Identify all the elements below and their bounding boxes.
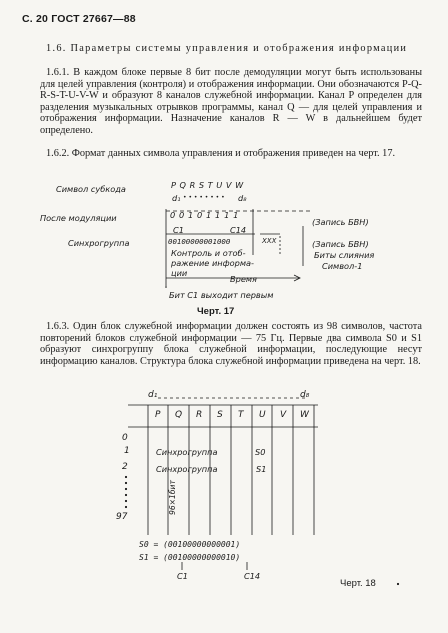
row-97: 97 <box>116 512 128 522</box>
dots: • • • • • • • • <box>183 194 225 201</box>
time-label: Время <box>230 274 257 284</box>
col-p: P <box>155 410 161 420</box>
sync-row-2: Синхрогруппа <box>156 464 218 474</box>
bits-after-mod: 0 0 1 0 1 1 1 1 <box>170 210 239 220</box>
col-v: V <box>280 410 287 420</box>
s0-label: S0 <box>255 447 266 457</box>
xxx-label: XXX <box>262 237 277 245</box>
d1-label: d₁ <box>172 193 181 203</box>
paragraph-1-6-1: 1.6.1. В каждом блоке первые 8 бит после демодуляции могут быть использованы для целей управления (контроля) и отображения информации. Они обозначаются P-Q-R-S-T-U-V-W и образуют 8 каналов служебной информации. Канал P определен для разделения музыкальных отрывков программы, канал Q — для целей управления и отображения информации. Назначение каналов R — W в дальнейшем будет определено. <box>40 67 422 136</box>
col-t: T <box>238 410 244 420</box>
label-sync: Синхрогруппа <box>68 238 130 248</box>
col-q: Q <box>175 410 183 420</box>
row-0: 0 <box>122 433 128 443</box>
c1-label-18: C1 <box>177 571 188 581</box>
paragraph-1-6-3: 1.6.3. Один блок служебной информации должен состоять из 98 символов, частота повторений блоков служебной информации — 75 Гц. Первые два символа S0 и S1 образуют синхрогруппу блока служебной информации, последующие несут информацию каналов. Структура блока служебной информации приведена на черт. 18. <box>40 321 422 367</box>
figure-18-caption: Черт. 18 <box>340 578 376 589</box>
rec-bvn-2: (Запись БВН) <box>312 239 369 249</box>
d8-label-18: d₈ <box>300 390 310 400</box>
ctrl-line2: ражение информа- <box>171 258 254 268</box>
merge-bits-1: Биты слияния <box>314 250 375 260</box>
col-w: W <box>300 410 309 420</box>
label-after-mod: После модуляции <box>40 213 117 223</box>
d8-label: d₈ <box>238 193 247 203</box>
bits-96-label: 96×1бит <box>168 480 177 515</box>
s1-equation: S1 = (00100000000010) <box>139 553 241 562</box>
fig18-dots <box>125 476 399 585</box>
bit-c1-first: Бит C1 выходит первым <box>169 290 274 300</box>
section-title: 1.6. Параметры системы управления и отображения информации <box>46 43 408 54</box>
merge-bits-2: Символ-1 <box>322 261 363 271</box>
s0-equation: S0 = (00100000000001) <box>139 540 241 549</box>
paragraph-1-6-2: 1.6.2. Формат данных символа управления и отображения приведен на черт. 17. <box>46 148 396 159</box>
label-symbol: Символ субкода <box>56 184 126 194</box>
col-s: S <box>217 410 223 420</box>
ctrl-line3: ции <box>171 268 188 278</box>
d1-label-18: d₁ <box>148 390 158 400</box>
sync-bits: 00100000001000 <box>168 237 231 246</box>
sync-row-1: Синхрогруппа <box>156 447 218 457</box>
c14-label: C14 <box>230 225 247 235</box>
figure-17-caption: Черт. 17 <box>197 306 235 317</box>
row-1: 1 <box>124 446 130 456</box>
c14-label-18: C14 <box>244 571 261 581</box>
col-u: U <box>259 410 266 420</box>
row-2: 2 <box>122 462 128 472</box>
page-header: С. 20 ГОСТ 27667—88 <box>22 13 136 25</box>
col-r: R <box>196 410 203 420</box>
s1-label: S1 <box>256 464 267 474</box>
c1-label: C1 <box>173 225 184 235</box>
ctrl-line1: Контроль и отоб- <box>171 248 246 258</box>
pqrstuvw-label: P Q R S T U V W <box>171 180 244 190</box>
rec-bvn-1: (Запись БВН) <box>312 217 369 227</box>
